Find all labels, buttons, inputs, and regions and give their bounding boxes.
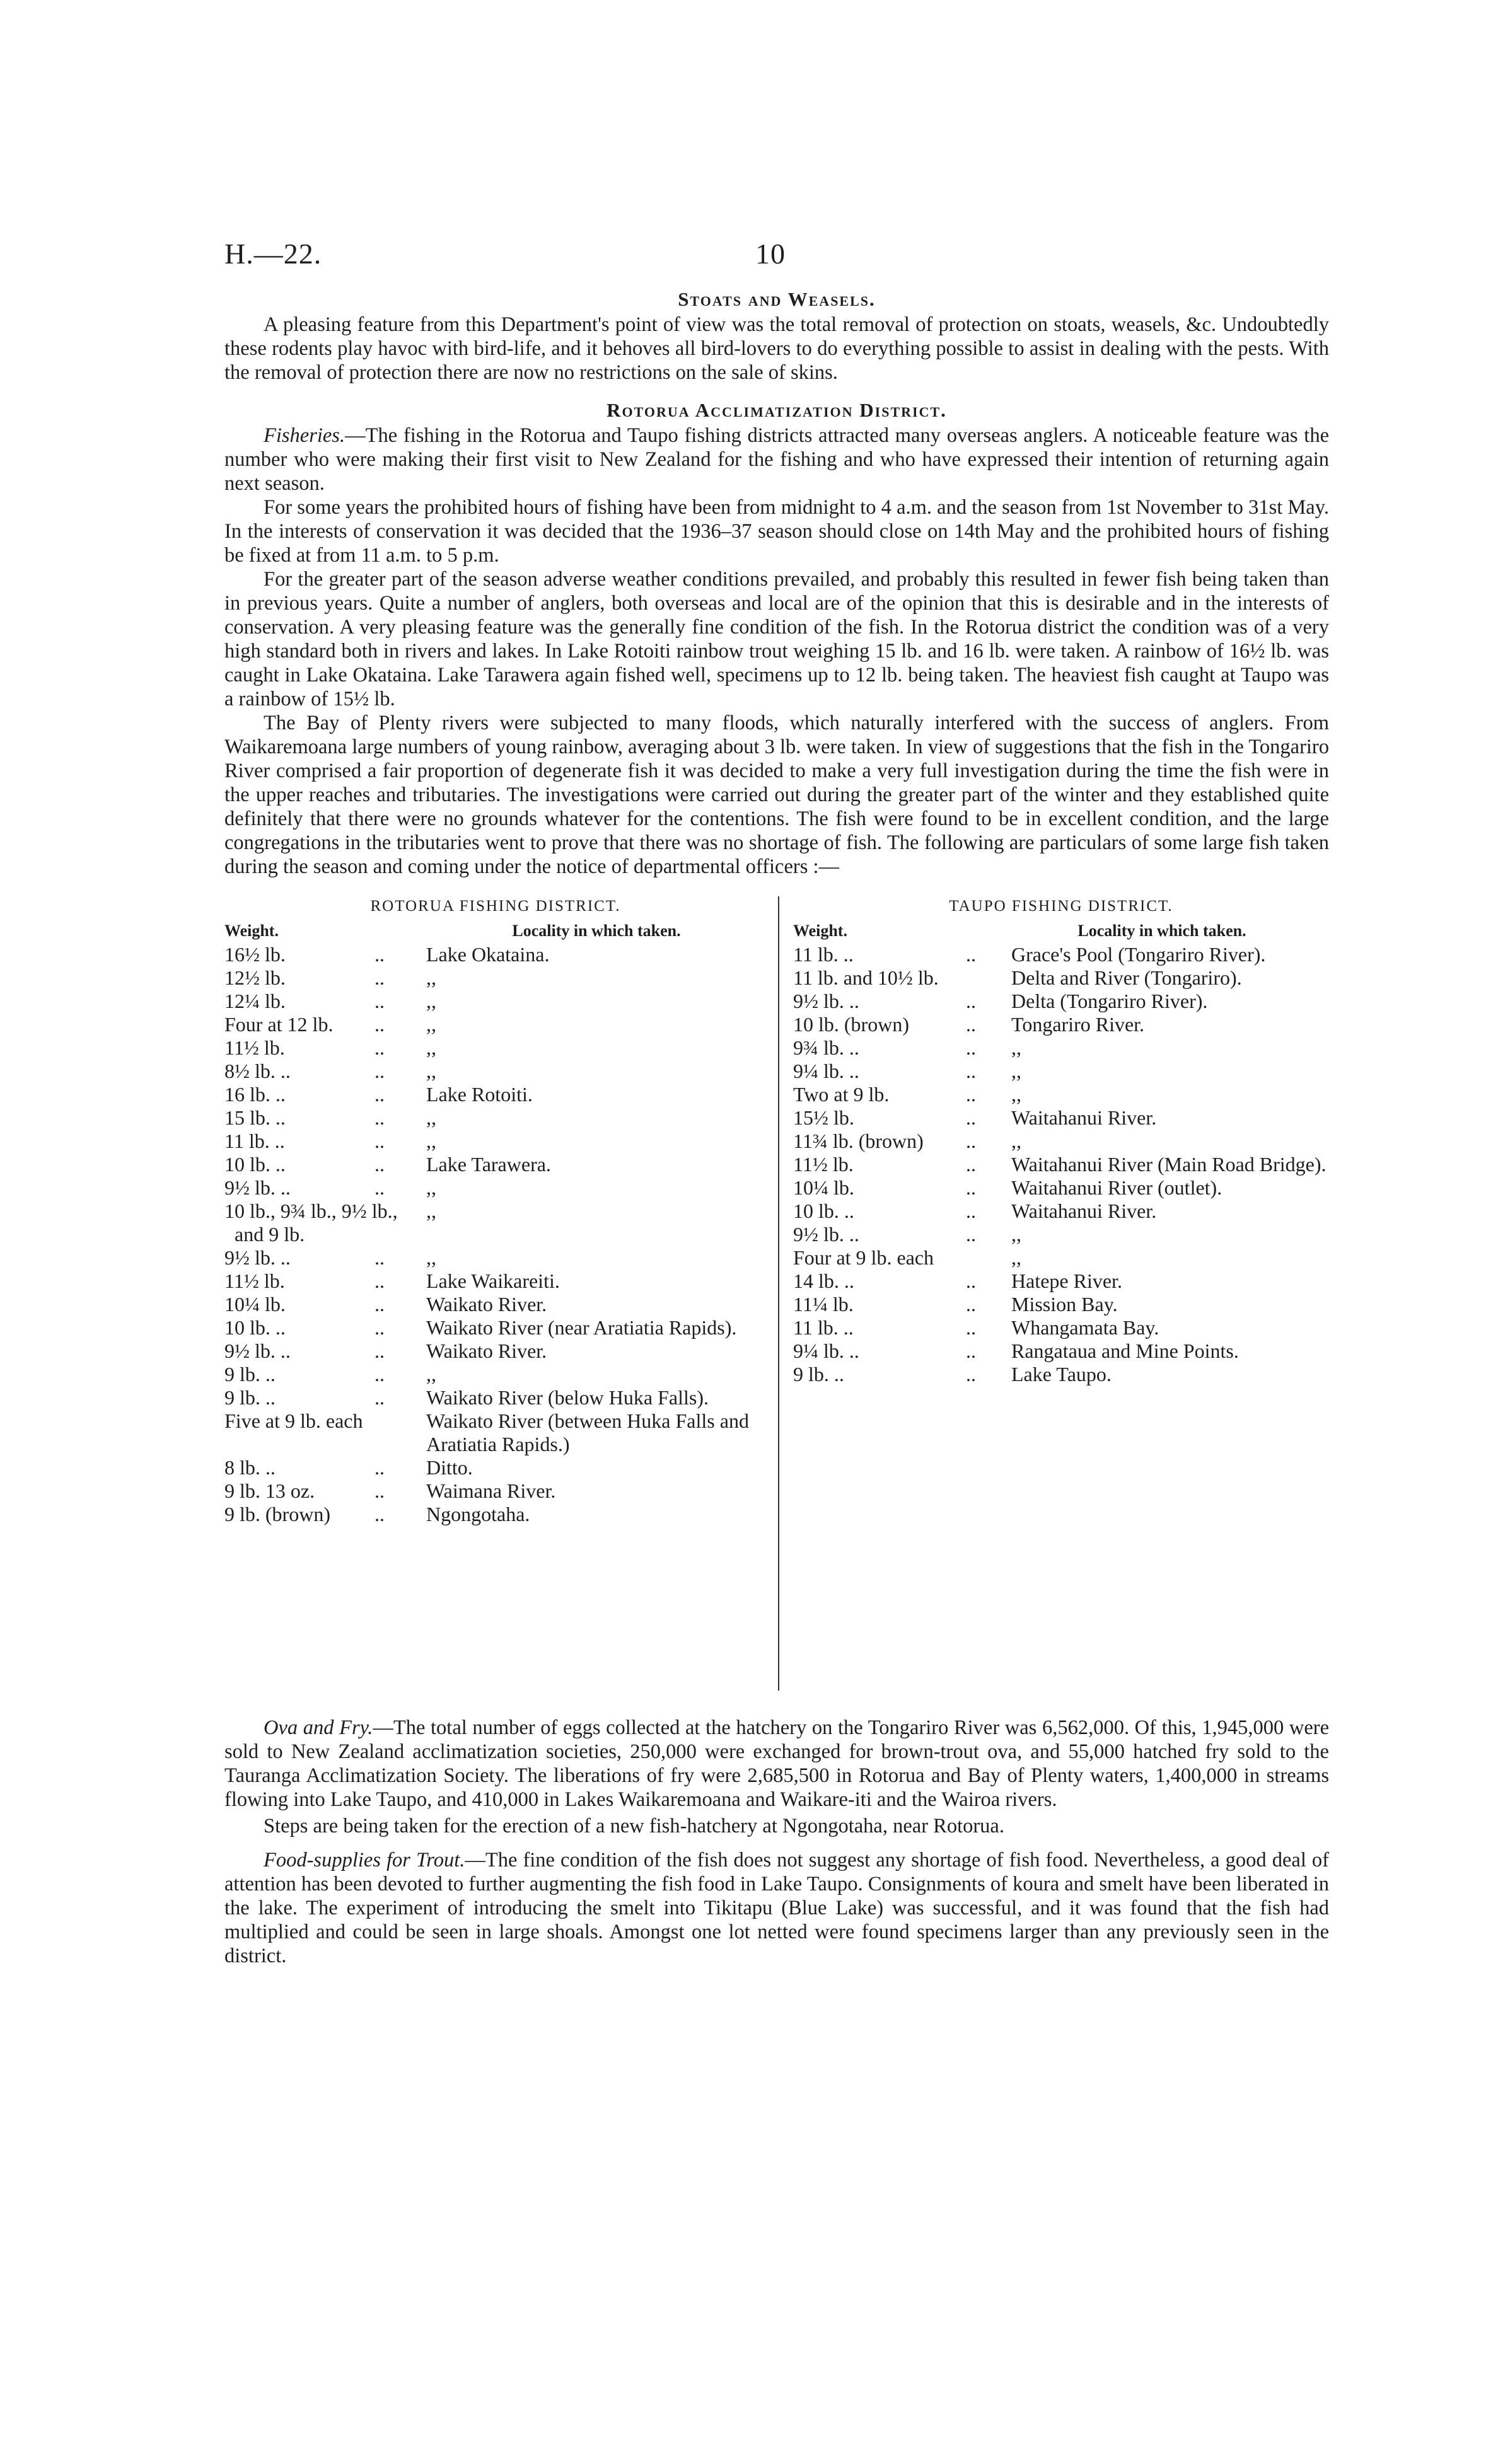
weight-cell: 11½ lb. [224,1270,285,1292]
locality-cell: ,, [426,1246,436,1269]
col-locality: Locality in which taken. [512,922,681,940]
leader-cell: .. [374,1176,385,1199]
table-row [224,1409,767,1456]
ova-fry-paragraph [224,1716,1329,1812]
table-row [224,1456,767,1479]
table-row [793,966,1329,990]
table-row [793,1246,1329,1270]
leader-cell: .. [374,1246,385,1269]
leader-cell: .. [374,1130,385,1152]
weight-cell: 16½ lb. [224,943,286,966]
table-row [793,1106,1329,1130]
locality-cell: ,, [426,1036,436,1059]
locality-cell: Waitahanui River (Main Road Bridge). [1011,1153,1327,1176]
leader-cell: .. [374,1036,385,1059]
section-title-rotorua: Rotorua Acclimatization District. [607,399,947,421]
table-row [224,1363,767,1386]
locality-cell: Waikato River (below Huka Falls). [426,1386,709,1409]
leader-cell [966,966,1011,990]
locality-cell: Lake Rotoiti. [426,1083,533,1106]
table-row [793,1339,1329,1363]
table-title: TAUPO FISHING DISTRICT. [949,898,1173,915]
food-supplies-paragraph [224,1848,1329,1968]
table-row [224,1083,767,1106]
table-row [224,1270,767,1293]
locality-cell: ,, [426,1060,436,1082]
leader-cell [374,1200,426,1246]
locality-cell: ,, [426,1130,436,1152]
locality-cell: Lake Taupo. [1011,1363,1112,1385]
locality-cell: ,, [426,1200,436,1222]
locality-cell: Whangamata Bay. [1011,1316,1159,1339]
leader-cell: .. [966,943,976,966]
table-row [793,1176,1329,1200]
col-weight: Weight. [793,922,847,940]
weight-cell: 9¾ lb. .. [793,1036,859,1059]
weight-cell: 11½ lb. [793,1153,854,1176]
table-row [224,943,767,966]
leader-cell: .. [966,1270,976,1292]
weight-cell: 14 lb. .. [793,1270,854,1292]
locality-cell: Ditto. [426,1456,473,1479]
locality-cell: Tongariro River. [1011,1013,1145,1036]
fish-tables [224,894,1329,1708]
leader-cell: .. [374,1153,385,1176]
leader-cell: .. [374,1270,385,1292]
weight-cell: 10¼ lb. [224,1293,286,1316]
table-row [224,1246,767,1270]
weight-cell: 9¼ lb. .. [793,1060,859,1082]
locality-cell: Waikato River (between Huka Falls and Aratiatia Rapids.) [426,1409,749,1455]
weight-cell: 9¼ lb. .. [793,1339,859,1362]
section-title-stoats: Stoats and Weasels. [678,288,876,310]
leader-cell: .. [966,990,976,1012]
locality-cell: Rangataua and Mine Points. [1011,1339,1239,1362]
locality-cell: ,, [426,1176,436,1199]
taupo-fishing-table [793,894,1329,1386]
leader-cell: .. [374,1339,385,1362]
weight-cell: 9½ lb. .. [224,1339,291,1362]
weight-cell: 12¼ lb. [224,990,286,1012]
weight-cell: 9½ lb. .. [793,1223,859,1246]
table-row [793,1036,1329,1060]
locality-cell: Waikato River. [426,1293,547,1316]
weight-cell: Five at 9 lb. each [224,1409,363,1432]
table-row [793,1060,1329,1083]
leader-cell: .. [374,1503,385,1525]
ova-lead: Ova and Fry. [264,1716,373,1739]
table-row [224,1013,767,1036]
weight-cell: 11¾ lb. (brown) [793,1130,924,1152]
leader-cell: .. [966,1083,976,1106]
leader-cell: .. [966,1316,976,1339]
table-row [224,1503,767,1526]
table-row [224,966,767,990]
weight-cell: Four at 12 lb. [224,1013,334,1036]
weight-cell: 10 lb. .. [224,1153,286,1176]
food-text: —The fine condition of the fish does not suggest any shortage of fish food. Nevertheless, a good deal of attention has been devoted to further augmenting the fish food in Lake Taupo. Consignments of koura and smelt have been liberated in the lake. The experiment of introducing the smelt into Tikitapu (Blue Lake) was successful, and it was found that the fish had multiplied and could be seen in large shoals. Amongst one lot netted were found specimens larger than any previously seen in the district. [224,1849,1329,1967]
leader-cell: .. [966,1363,976,1385]
locality-cell: ,, [426,966,436,989]
leader-cell: .. [374,1479,385,1502]
table-row [224,1479,767,1503]
leader-cell: .. [374,943,385,966]
locality-cell: ,, [1011,1246,1021,1269]
weight-cell: 12½ lb. [224,966,286,989]
leader-cell: .. [966,1036,976,1059]
table-row [224,1036,767,1060]
table-header [224,919,767,943]
col-locality: Locality in which taken. [1077,922,1246,940]
leader-cell: .. [374,1083,385,1106]
weight-cell: 16 lb. .. [224,1083,286,1106]
weight-cell: 11½ lb. [224,1036,285,1059]
weight-cell: 8½ lb. .. [224,1060,291,1082]
table-row [793,1316,1329,1339]
leader-cell: .. [374,1060,385,1082]
locality-cell: Mission Bay. [1011,1293,1118,1316]
leader-cell: .. [966,1060,976,1082]
leader-cell: .. [374,1293,385,1316]
locality-cell: Hatepe River. [1011,1270,1122,1292]
fisheries-lead: Fisheries. [264,424,345,447]
bay-of-plenty-paragraph: The Bay of Plenty rivers were subjected to many floods, which naturally interfered with the success of anglers. From Waikaremoana large numbers of young rainbow, averaging about 3 lb. were taken. In view of suggestions that the fish in the Tongariro River comprised a fair proportion of degenerate fish it was decided to make a very full investigation during the time the fish were in the upper reaches and tributaries. The investigations were carried out during the greater part of the winter and they established quite definitely that there were no grounds whatever for the contentions. The fish were found to be in excellent condition, and the large congregations in the tributaries went to prove that there was no shortage of fish. The following are particulars of some large fish taken during the season and coming under the notice of departmental officers :— [224,712,1329,878]
weight-cell: 8 lb. .. [224,1456,276,1479]
page-number: 10 [755,238,786,270]
weight-cell: 15½ lb. [793,1106,854,1129]
weight-cell: Two at 9 lb. [793,1083,890,1106]
weight-cell: 10 lb. .. [224,1316,286,1339]
weight-cell: 9 lb. 13 oz. [224,1479,315,1502]
table-row [793,1223,1329,1246]
locality-cell: Lake Tarawera. [426,1153,551,1176]
weight-cell: 10 lb., 9¾ lb., 9½ lb., and 9 lb. [224,1200,398,1246]
locality-cell: Ngongotaha. [426,1503,530,1525]
weight-cell: 11 lb. .. [793,1316,854,1339]
locality-cell: Delta and River (Tongariro). [1011,966,1242,989]
locality-cell: ,, [1011,1060,1021,1082]
leader-cell: .. [966,1130,976,1152]
table-row [224,1130,767,1153]
leader-cell: .. [374,1363,385,1385]
weight-cell: 9½ lb. .. [793,990,859,1012]
leader-cell: .. [966,1339,976,1362]
weight-cell: 11 lb. .. [793,943,854,966]
weight-cell: 11 lb. .. [224,1130,285,1152]
table-row [793,1130,1329,1153]
table-row [793,943,1329,966]
locality-cell: Waitahanui River. [1011,1106,1157,1129]
fisheries-paragraph [224,424,1329,495]
leader-cell: .. [374,1013,385,1036]
locality-cell: Waimana River. [426,1479,556,1502]
leader-cell: .. [374,990,385,1012]
leader-cell: .. [966,1013,976,1036]
locality-cell: Lake Waikareiti. [426,1270,560,1292]
leader-cell: .. [374,1456,385,1479]
table-row [224,1339,767,1363]
season-conditions-paragraph: For the greater part of the season adverse weather conditions prevailed, and probably this resulted in fewer fish being taken than in previous years. Quite a number of anglers, both overseas and local are of the opinion that this is desirable and in the interests of conservation. A very pleasing feature was the generally fine condition of the fish. In the Rotorua district the condition was of a very high standard both in rivers and lakes. In Lake Rotoiti rainbow trout weighing 15 lb. and 16 lb. were taken. A rainbow of 16½ lb. was caught in Lake Okataina. Lake Tarawera again fished well, specimens up to 12 lb. being taken. The heaviest fish caught at Taupo was a rainbow of 15½ lb. [224,568,1329,710]
leader-cell [966,1246,1011,1270]
leader-cell [374,1409,426,1456]
locality-cell: ,, [1011,1223,1021,1246]
table-row [224,1386,767,1409]
leader-cell: .. [374,1316,385,1339]
table-row [793,1083,1329,1106]
rotorua-fishing-table [224,894,767,1526]
locality-cell: ,, [426,1106,436,1129]
table-row [224,1176,767,1200]
locality-cell: ,, [1011,1130,1021,1152]
locality-cell: ,, [426,1013,436,1036]
locality-cell: Lake Okataina. [426,943,550,966]
leader-cell: .. [374,1106,385,1129]
locality-cell: Waikato River. [426,1339,547,1362]
leader-cell: .. [966,1293,976,1316]
table-row [793,1153,1329,1176]
leader-cell: .. [374,966,385,989]
table-divider [778,896,779,1691]
table-row [224,1293,767,1316]
leader-cell: .. [966,1153,976,1176]
weight-cell: 10¼ lb. [793,1176,854,1199]
table-row [793,1270,1329,1293]
table-row [224,990,767,1013]
locality-cell: ,, [1011,1083,1021,1106]
weight-cell: 10 lb. (brown) [793,1013,909,1036]
weight-cell: Four at 9 lb. each [793,1246,934,1269]
table-row [793,1200,1329,1223]
locality-cell: Waitahanui River (outlet). [1011,1176,1222,1199]
table-row [224,1200,767,1246]
leader-cell: .. [966,1223,976,1246]
table-row [793,1013,1329,1036]
locality-cell: Waikato River (near Aratiatia Rapids). [426,1316,737,1339]
prohibited-hours-paragraph: For some years the prohibited hours of fishing have been from midnight to 4 a.m. and the season from 1st November to 31st May. In the interests of conservation it was decided that the 1936–37 season should close on 14th May and the prohibited hours of fishing be fixed at from 11 a.m. to 5 p.m. [224,496,1329,567]
weight-cell: 9 lb. .. [793,1363,844,1385]
weight-cell: 11 lb. and 10½ lb. [793,966,939,989]
weight-cell: 9 lb. (brown) [224,1503,330,1525]
ova-text: —The total number of eggs collected at the hatchery on the Tongariro River was 6,562,000. Of this, 1,945,000 were sold to New Zealand acclimatization societies, 250,000 were exchanged for brown-trout ova, and 55,000 hatched fry sold to the Tauranga Acclimatization Society. The liberations of fry were 2,685,500 in Rotorua and Bay of Plenty waters, 1,400,000 in streams flowing into Lake Taupo, and 410,000 in Lakes Waikaremoana and Waikare-iti and the Wairoa rivers. [224,1716,1330,1811]
report-reference: H.—22. [224,238,322,270]
fisheries-text: —The fishing in the Rotorua and Taupo fishing districts attracted many overseas anglers. A noticeable feature was the number who were making their first visit to New Zealand for the fishing and who have expressed their intention of returning again next season. [224,424,1329,495]
table-row [224,1153,767,1176]
locality-cell: ,, [426,990,436,1012]
locality-cell: ,, [1011,1036,1021,1059]
table-row [224,1316,767,1339]
leader-cell: .. [374,1386,385,1409]
weight-cell: 9 lb. .. [224,1386,276,1409]
table-header [793,919,1329,943]
weight-cell: 9½ lb. .. [224,1246,291,1269]
stoats-paragraph: A pleasing feature from this Department's point of view was the total removal of protection on stoats, weasels, &c. Undoubtedly these rodents play havoc with bird-life, and it behoves all bird-lovers to do everything possible to assist in dealing with the pests. With the removal of protection there are now no restrictions on the sale of skins. [224,313,1329,384]
weight-cell: 9 lb. .. [224,1363,276,1385]
col-weight: Weight. [224,922,279,940]
leader-cell: .. [966,1200,976,1222]
weight-cell: 15 lb. .. [224,1106,286,1129]
weight-cell: 11¼ lb. [793,1293,854,1316]
weight-cell: 10 lb. .. [793,1200,854,1222]
locality-cell: Grace's Pool (Tongariro River). [1011,943,1266,966]
weight-cell: 9½ lb. .. [224,1176,291,1199]
hatchery-paragraph: Steps are being taken for the erection of a new fish-hatchery at Ngongotaha, near Rotorua. [264,1815,1004,1837]
food-lead: Food-supplies for Trout. [264,1849,465,1871]
table-row [793,990,1329,1013]
table-row [793,1293,1329,1316]
document-body [224,286,1329,1970]
table-row [793,1363,1329,1386]
table-title: ROTORUA FISHING DISTRICT. [370,898,621,915]
table-row [224,1106,767,1130]
locality-cell: Delta (Tongariro River). [1011,990,1208,1012]
leader-cell: .. [966,1176,976,1199]
leader-cell: .. [966,1106,976,1129]
locality-cell: Waitahanui River. [1011,1200,1157,1222]
table-row [224,1060,767,1083]
locality-cell: ,, [426,1363,436,1385]
